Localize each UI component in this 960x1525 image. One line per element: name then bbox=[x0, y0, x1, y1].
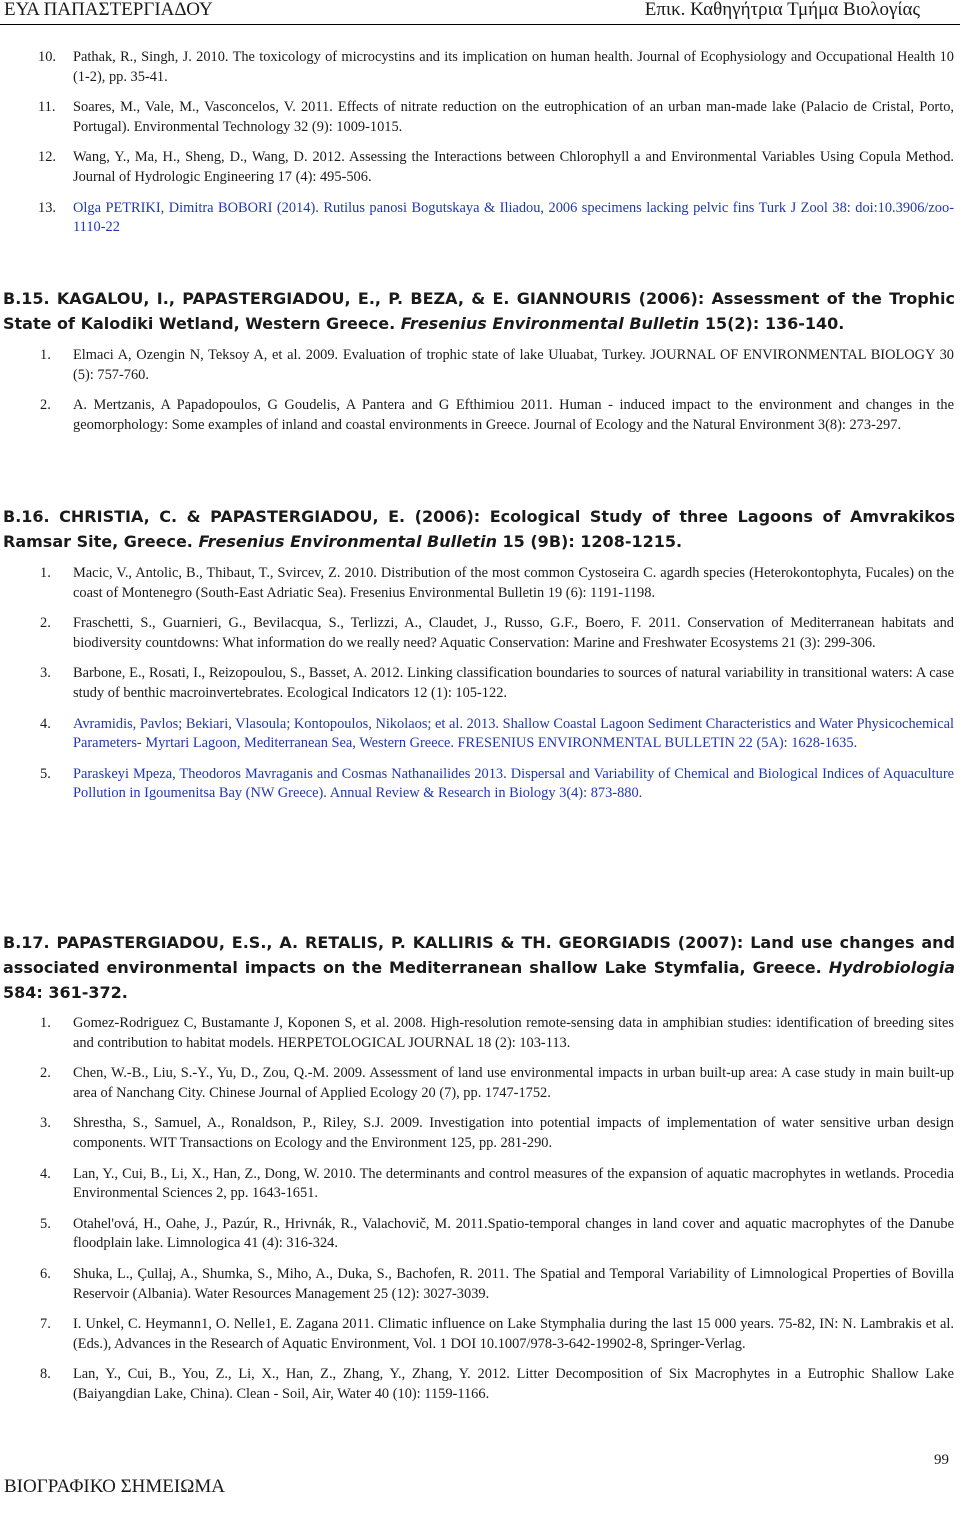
page-number: 99 bbox=[934, 1452, 949, 1468]
reference-list-top bbox=[0, 48, 960, 238]
reference-number: 3. bbox=[40, 665, 51, 682]
reference-text: Wang, Y., Ma, H., Sheng, D., Wang, D. 2012. Assessing the Interactions between Chlorophyll a and Environmental Variables Using Copula Method. Journal of Hydrologic Engineering 17 (4): 495-506. bbox=[73, 149, 954, 185]
reference-item bbox=[0, 1114, 960, 1153]
reference-number: 4. bbox=[40, 715, 51, 732]
reference-item bbox=[0, 664, 960, 703]
section-tail: 584: 361-372. bbox=[3, 983, 128, 1002]
reference-number: 1. bbox=[40, 347, 51, 363]
section-heading-b17 bbox=[3, 930, 955, 1005]
reference-item bbox=[0, 1265, 960, 1304]
section-journal: Fresenius Environmental Bulletin bbox=[400, 314, 700, 333]
section-title: B.17. PAPASTERGIADOU, E.S., A. RETALIS, P. KALLIRIS & TH. GEORGIADIS (2007): Land use changes and associated environmental impacts on the Mediterranean shallow Lake Stymfalia, Greece. bbox=[3, 933, 955, 977]
section-heading-b15 bbox=[3, 286, 955, 336]
section-tail: 15(2): 136-140. bbox=[704, 314, 845, 333]
reference-text: Otahel'ová, H., Oahe, J., Pazúr, R., Hrivnák, R., Valachovič, M. 2011.Spatio-temporal changes in land cover and aquatic macrophytes of the Danube floodplain lake. Limnologica 41 (4): 316-324. bbox=[73, 1215, 954, 1252]
reference-text: Elmaci A, Ozengin N, Teksoy A, et al. 2009. Evaluation of trophic state of lake Uluabat, Turkey. JOURNAL OF ENVIRONMENTAL BIOLOGY 30 (5): 757-760. bbox=[73, 347, 954, 383]
reference-text: Shuka, L., Çullaj, A., Shumka, S., Miho, A., Duka, S., Bachofen, R. 2011. The Spatial and Temporal Variability of Limnological Properties of Bovilla Reservoir (Albania). Water Resources Management 25 (12): 3027-3039. bbox=[73, 1265, 954, 1302]
reference-text: Soares, M., Vale, M., Vasconcelos, V. 2011. Effects of nitrate reduction on the eutrophication of an urban man-made lake (Palacio de Cristal, Porto, Portugal). Environmental Technology 32 (9): 1009-1015. bbox=[73, 99, 954, 135]
reference-item bbox=[0, 1165, 960, 1204]
reference-number: 7. bbox=[40, 1316, 51, 1333]
reference-item bbox=[0, 564, 960, 603]
reference-text: Macic, V., Antolic, B., Thibaut, T., Svircev, Z. 2010. Distribution of the most common Cystoseira C. agardh species (Heterokontophyta, Fucales) on the coast of Montenegro (South-East Adriatic Sea). Fresenius Environmental Bulletin 19 (6): 1191-1198. bbox=[73, 565, 954, 601]
section-title: B.16. CHRISTIA, C. & PAPASTERGIADOU, E. (2006): Ecological Study of three Lagoons of Amvrakikos Ramsar Site, Greece. bbox=[3, 507, 955, 551]
reference-text: Chen, W.-B., Liu, S.-Y., Yu, D., Zou, Q.-M. 2009. Assessment of land use environmental impacts in urban built-up area: A case study in main built-up area of Nanchang City. Chinese Journal of Applied Ecology 20 (7), pp. 1747-1752. bbox=[73, 1065, 954, 1101]
reference-text: Barbone, E., Rosati, I., Reizopoulou, S., Basset, A. 2012. Linking classification boundaries to sources of natural variability in transitional waters: A case study of benthic macroinvertebrates. Ecological Indicators 12 (1): 105-122. bbox=[73, 665, 954, 701]
reference-item bbox=[0, 614, 960, 653]
header-author: ΕΥΑ ΠΑΠΑΣΤΕΡΓΙΑΔΟΥ bbox=[4, 0, 213, 20]
reference-item bbox=[0, 199, 960, 238]
reference-list-b17 bbox=[0, 1014, 960, 1405]
section-title: B.15. KAGALOU, I., PAPASTERGIADOU, E., P. BEZA, & E. GIANNOURIS (2006): Assessment of the Trophic State of Kalodiki Wetland, Western Greece. bbox=[3, 289, 955, 333]
footer-title: ΒΙΟΓΡΑΦΙΚΟ ΣΗΜΕΙΩΜΑ bbox=[4, 1476, 225, 1497]
reference-number: 8. bbox=[40, 1366, 51, 1383]
reference-number: 6. bbox=[40, 1265, 51, 1282]
reference-item bbox=[0, 1365, 960, 1404]
header-position: Επικ. Καθηγήτρια Τμήμα Βιολογίας bbox=[644, 0, 920, 20]
section-tail: 15 (9B): 1208-1215. bbox=[502, 532, 683, 551]
reference-number: 1. bbox=[40, 565, 51, 581]
reference-number: 2. bbox=[40, 397, 51, 414]
reference-item bbox=[0, 715, 960, 754]
reference-text: Fraschetti, S., Guarnieri, G., Bevilacqua, S., Terlizzi, A., Claudet, J., Russo, G.F., Boero, F. 2011. Conservation of Mediterranean habitats and biodiversity countdowns: What information do we really need? Aquatic Conservation: Marine and Freshwater Ecosystems 21 (3): 299-306. bbox=[73, 615, 954, 651]
reference-text: Gomez-Rodriguez C, Bustamante J, Koponen S, et al. 2008. High-resolution remote-sensing data in amphibian studies: identification of breeding sites and contribution to habitat models. HERPETOLOGICAL JOURNAL 18 (2): 103-113. bbox=[73, 1015, 954, 1051]
header-rule bbox=[0, 24, 960, 25]
reference-text: Shrestha, S., Samuel, A., Ronaldson, P., Riley, S.J. 2009. Investigation into potential impacts of implementation of water sensitive urban design components. WIT Transactions on Ecology and the Environment 125, pp. 281-290. bbox=[73, 1115, 954, 1151]
reference-item bbox=[0, 396, 960, 435]
reference-item bbox=[0, 346, 960, 385]
reference-text: I. Unkel, C. Heymann1, O. Nelle1, E. Zagana 2011. Climatic influence on Lake Stymphalia during the last 15 000 years. 75-82, IN: N. Lambrakis et al. (Eds.), Advances in the Research of Aquatic Environment, Vol. 1 DOI 10.1007/978-3-642-19902-8, Springer-Verlag. bbox=[73, 1316, 954, 1352]
reference-text: Lan, Y., Cui, B., You, Z., Li, X., Han, Z., Zhang, Y., Zhang, Y. 2012. Litter Decomposition of Six Macrophytes in a Eutrophic Shallow Lake (Baiyangdian Lake, China). Clean - Soil, Air, Water 40 (10): 1159-1166. bbox=[73, 1366, 954, 1402]
reference-item bbox=[0, 1014, 960, 1053]
reference-item bbox=[0, 98, 960, 137]
reference-item bbox=[0, 48, 960, 87]
reference-number: 13. bbox=[38, 199, 56, 216]
reference-number: 12. bbox=[38, 149, 56, 166]
reference-number: 10. bbox=[38, 49, 56, 65]
reference-number: 4. bbox=[40, 1165, 51, 1182]
section-journal: Hydrobiologia bbox=[828, 958, 955, 977]
reference-text: A. Mertzanis, A Papadopoulos, G Goudelis, A Pantera and G Efthimiou 2011. Human - induced impact to the environment and changes in the geomorphology: Some examples of inland and coastal environments in Greece. Journal of Ecology and the Natural Environment 3(8): 273-297. bbox=[73, 397, 954, 433]
reference-item bbox=[0, 148, 960, 187]
reference-text: Olga PETRIKI, Dimitra BOBORI (2014). Rutilus panosi Bogutskaya & Iliadou, 2006 specimens lacking pelvic fins Turk J Zool 38: doi:10.3906/zoo-1110-22 bbox=[73, 199, 954, 236]
reference-text: Paraskeyi Mpeza, Theodoros Mavraganis and Cosmas Nathanailides 2013. Dispersal and Variability of Chemical and Biological Indices of Aquaculture Pollution in Igoumenitsa Bay (NW Greece). Annual Review & Research in Biology 3(4): 873-880. bbox=[73, 765, 954, 802]
reference-list-b15 bbox=[0, 346, 960, 435]
reference-item bbox=[0, 1315, 960, 1354]
section-journal: Fresenius Environmental Bulletin bbox=[198, 532, 497, 551]
reference-number: 11. bbox=[38, 99, 56, 116]
reference-number: 2. bbox=[40, 615, 51, 632]
reference-item bbox=[0, 1064, 960, 1103]
reference-text: Lan, Y., Cui, B., Li, X., Han, Z., Dong, W. 2010. The determinants and control measures of the expansion of aquatic macrophytes in wetlands. Procedia Environmental Sciences 2, pp. 1643-1651. bbox=[73, 1165, 954, 1202]
reference-item bbox=[0, 1215, 960, 1254]
reference-number: 2. bbox=[40, 1065, 51, 1082]
reference-item bbox=[0, 765, 960, 804]
reference-number: 1. bbox=[40, 1015, 51, 1031]
reference-text: Pathak, R., Singh, J. 2010. The toxicology of microcystins and its implication on human health. Journal of Ecophysiology and Occupational Health 10 (1-2), pp. 35-41. bbox=[73, 49, 954, 85]
reference-number: 5. bbox=[40, 1215, 51, 1232]
reference-number: 5. bbox=[40, 765, 51, 782]
page-header bbox=[0, 0, 960, 26]
reference-number: 3. bbox=[40, 1115, 51, 1132]
section-heading-b16 bbox=[3, 504, 955, 554]
reference-text: Avramidis, Pavlos; Bekiari, Vlasoula; Kontopoulos, Nikolaos; et al. 2013. Shallow Coastal Lagoon Sediment Characteristics and Water Physicochemical Parameters- Myrtari Lagoon, Mediterranean Sea, Western Greece. FRESENIUS ENVIRONMENTAL BULLETIN 22 (5A): 1628-1635. bbox=[73, 715, 954, 752]
reference-list-b16 bbox=[0, 564, 960, 804]
